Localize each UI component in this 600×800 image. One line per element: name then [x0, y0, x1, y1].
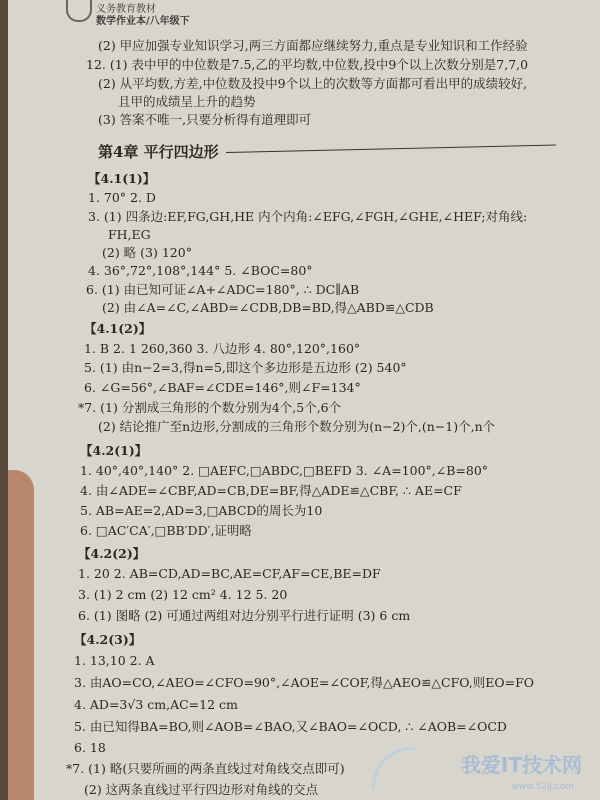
text-line: 5. 由已知得BA=BO,则∠AOB=∠BAO,又∠BAO=∠OCD, ∴ ∠AOB=∠OCD — [74, 719, 507, 734]
text-line: 6. (1) 图略 (2) 可通过两组对边分别平行进行证明 (3) 6 cm — [78, 608, 411, 623]
text-line: FH,EG — [108, 227, 151, 242]
text-line: 5. AB=AE=2,AD=3,□ABCD的周长为10 — [80, 503, 323, 518]
text-line: 12. (1) 表中甲的中位数是7.5,乙的平均数,中位数,投中9个以上次数分别是7,7,0 — [86, 57, 529, 72]
text-line: 3. (1) 2 cm (2) 12 cm² 4. 12 5. 20 — [78, 587, 288, 602]
text-line: 4. 由∠ADE=∠CBF,AD=CB,DE=BF,得△ADE≌△CBF, ∴ AE=CF — [80, 483, 462, 498]
header-series: 义务教育教材 — [96, 4, 156, 15]
header-title: 数学作业本/八年级下 — [96, 16, 190, 27]
text-line: *7. (1) 分割成三角形的个数分别为4个,5个,6个 — [78, 400, 342, 415]
workbook-page — [8, 0, 600, 800]
text-line: 3. 由AO=CO,∠AEO=∠CFO=90°,∠AOE=∠COF,得△AEO≌△CFO,则EO=FO — [74, 675, 535, 690]
text-line: (2) 由∠A=∠C,∠ABD=∠CDB,DB=BD,得△ABD≌△CDB — [102, 300, 434, 315]
text-line: 1. 20 2. AB=CD,AD=BC,AE=CF,AF=CE,BE=DF — [78, 566, 381, 581]
section-heading: 【4.2(1)】 — [80, 443, 148, 458]
section-heading: 【4.1(2)】 — [84, 321, 152, 336]
text-line: *7. (1) 略(只要所画的两条直线过对角线交点即可) — [66, 761, 345, 776]
thumb-holding-page — [8, 470, 34, 800]
publisher-logo — [66, 0, 92, 22]
text-line: 4. AD=3√3 cm,AC=12 cm — [74, 697, 238, 712]
chapter-title: 第4章 平行四边形 — [98, 143, 219, 161]
text-line: 6. ∠G=56°,∠BAF=∠CDE=146°,则∠F=134° — [84, 380, 361, 395]
text-line: (2) 从平均数,方差,中位数及投中9个以上的次数等方面都可看出甲的成绩较好, — [98, 76, 528, 91]
text-line: 5. (1) 由n−2=3,得n=5,即这个多边形是五边形 (2) 540° — [84, 360, 407, 375]
section-heading: 【4.1(1)】 — [88, 171, 156, 186]
section-heading: 【4.2(3)】 — [74, 632, 142, 647]
text-line: 1. 13,10 2. A — [74, 653, 155, 668]
text-line: (2) 甲应加强专业知识学习,两三方面都应继续努力,重点是专业知识和工作经验 — [98, 38, 528, 53]
text-line: 且甲的成绩呈上升的趋势 — [118, 94, 256, 109]
text-line: 1. 40°,40°,140° 2. □AEFC,□ABDC,□BEFD 3. ∠A=100°,∠B=80° — [80, 463, 489, 478]
text-line: 4. 36°,72°,108°,144° 5. ∠BOC=80° — [88, 263, 313, 278]
text-line: (2) 这两条直线过平行四边形对角线的交点 — [84, 782, 319, 797]
watermark-text: 我爱IT技术网 — [460, 753, 582, 777]
text-line: 1. B 2. 1 260,360 3. 八边形 4. 80°,120°,160° — [84, 341, 361, 356]
text-line: 3. (1) 四条边:EF,FG,GH,HE 内个内角:∠EFG,∠FGH,∠GHE,∠HEF;对角线: — [88, 209, 528, 224]
text-line: (3) 答案不唯一,只要分析得有道理即可 — [98, 112, 312, 127]
text-line: 6. 18 — [74, 740, 106, 755]
text-line: (2) 略 (3) 120° — [102, 245, 192, 260]
text-line: (2) 结论推广至n边形,分割成的三角形个数分别为(n−2)个,(n−1)个,n个 — [98, 419, 496, 434]
section-heading: 【4.2(2)】 — [78, 546, 146, 561]
chapter-divider — [226, 145, 556, 153]
text-line: 6. (1) 由已知可证∠A+∠ADC=180°, ∴ DC∥AB — [86, 282, 360, 297]
text-line: 1. 70° 2. D — [88, 190, 156, 205]
text-line: 6. □AC′CA′,□BB′DD′,证明略 — [80, 523, 252, 538]
watermark-url: www.52ij.com — [511, 782, 574, 792]
